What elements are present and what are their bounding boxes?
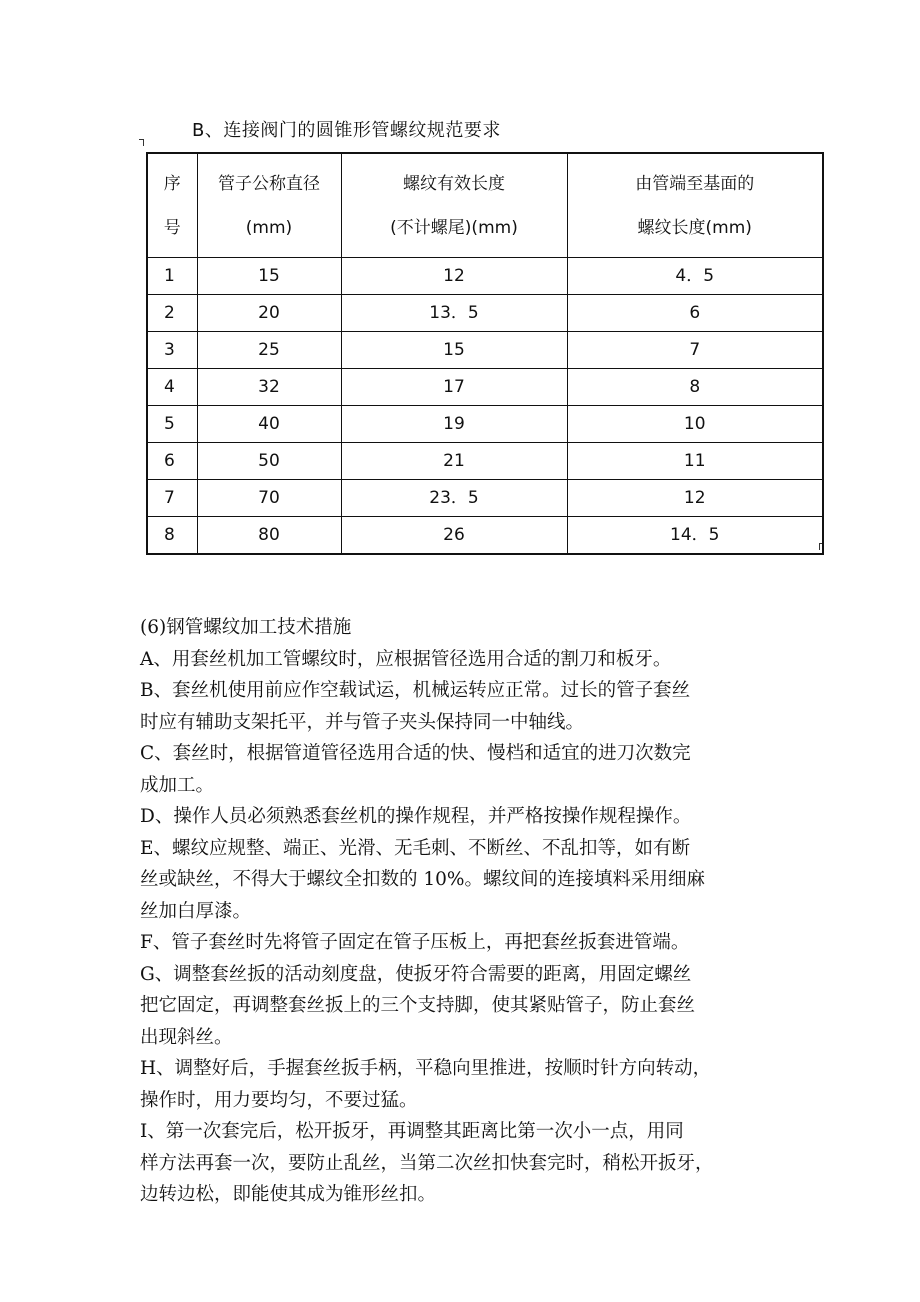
header-nominal-diameter: 管子公称直径 (mm): [197, 153, 341, 258]
cell-effective-length: 26: [341, 517, 567, 555]
cell-base-length: 11: [567, 443, 823, 480]
cell-diameter: 80: [197, 517, 341, 555]
cell-effective-length: 15: [341, 332, 567, 369]
cell-diameter: 50: [197, 443, 341, 480]
table-row: [147, 295, 823, 332]
cell-effective-length: 12: [341, 258, 567, 295]
table-row: [147, 443, 823, 480]
cell-base-length: 6: [567, 295, 823, 332]
cell-diameter: 20: [197, 295, 341, 332]
paragraph-a: A、用套丝机加工管螺纹时，应根据管径选用合适的割刀和板牙。: [140, 648, 672, 670]
cell-diameter: 70: [197, 480, 341, 517]
table-header-row: [147, 153, 823, 258]
section-title: (6)钢管螺纹加工技术措施: [140, 617, 352, 638]
paragraph-e: E、螺纹应规整、端正、光滑、无毛刺、不断丝、不乱扣等，如有断 丝或缺丝，不得大于螺纹全扣数的 10%。螺纹间的连接填料采用细麻 丝加白厚漆。: [140, 837, 706, 922]
cell-effective-length: 19: [341, 406, 567, 443]
cell-index: 8: [147, 517, 197, 555]
thread-spec-table: [146, 152, 824, 555]
cell-effective-length: 21: [341, 443, 567, 480]
cell-index: 6: [147, 443, 197, 480]
cell-index: 5: [147, 406, 197, 443]
header-index: 序 号: [147, 153, 197, 258]
cell-index: 1: [147, 258, 197, 295]
cell-diameter: 32: [197, 369, 341, 406]
header-base-length: 由管端至基面的 螺纹长度(mm): [567, 153, 823, 258]
cell-diameter: 25: [197, 332, 341, 369]
cell-effective-length: 17: [341, 369, 567, 406]
paragraph-b: B、套丝机使用前应作空载试运，机械运转应正常。过长的管子套丝 时应有辅助支架托平，并与管子夹头保持同一中轴线。: [140, 680, 691, 733]
cell-base-length: 7: [567, 332, 823, 369]
table-row: [147, 406, 823, 443]
table-row: [147, 258, 823, 295]
paragraph-h: H、调整好后，手握套丝扳手柄，平稳向里推进，按顺时针方向转动， 操作时，用力要均匀，不要过猛。: [140, 1058, 712, 1111]
cell-base-length: 12: [567, 480, 823, 517]
paragraph-f: F、管子套丝时先将管子固定在管子压板上，再把套丝扳套进管端。: [140, 932, 690, 953]
table-anchor-mark: [139, 139, 144, 146]
body-text: [140, 612, 840, 1211]
table-row: [147, 480, 823, 517]
cell-base-length: 14．5: [567, 517, 823, 555]
cell-base-length: 10: [567, 406, 823, 443]
cell-base-length: 4．5: [567, 258, 823, 295]
paragraph-g: G、调整套丝扳的活动刻度盘，使扳牙符合需要的距离，用固定螺丝 把它固定，再调整套丝扳上的三个支持脚，使其紧贴管子，防止套丝 出现斜丝。: [140, 963, 696, 1048]
table-row: [147, 517, 823, 555]
cell-index: 2: [147, 295, 197, 332]
cell-effective-length: 13．5: [341, 295, 567, 332]
cell-diameter: 15: [197, 258, 341, 295]
cell-effective-length: 23．5: [341, 480, 567, 517]
table-caption: B、连接阀门的圆锥形管螺纹规范要求: [192, 120, 501, 141]
cell-base-length: 8: [567, 369, 823, 406]
cell-index: 4: [147, 369, 197, 406]
cell-index: 3: [147, 332, 197, 369]
table-row: [147, 332, 823, 369]
table-row: [147, 369, 823, 406]
cell-index: 7: [147, 480, 197, 517]
header-effective-length: 螺纹有效长度 (不计螺尾)(mm): [341, 153, 567, 258]
paragraph-d: D、操作人员必须熟悉套丝机的操作规程，并严格按操作规程操作。: [140, 806, 692, 827]
paragraph-i: I、第一次套完后，松开扳牙，再调整其距离比第一次小一点，用同 样方法再套一次，要防止乱丝，当第二次丝扣快套完时，稍松开扳牙， 边转边松，即能使其成为锥形丝扣。: [140, 1121, 714, 1205]
cell-diameter: 40: [197, 406, 341, 443]
paragraph-c: C、套丝时，根据管道管径选用合适的快、慢档和适宜的进刀次数完 成加工。: [140, 743, 691, 796]
